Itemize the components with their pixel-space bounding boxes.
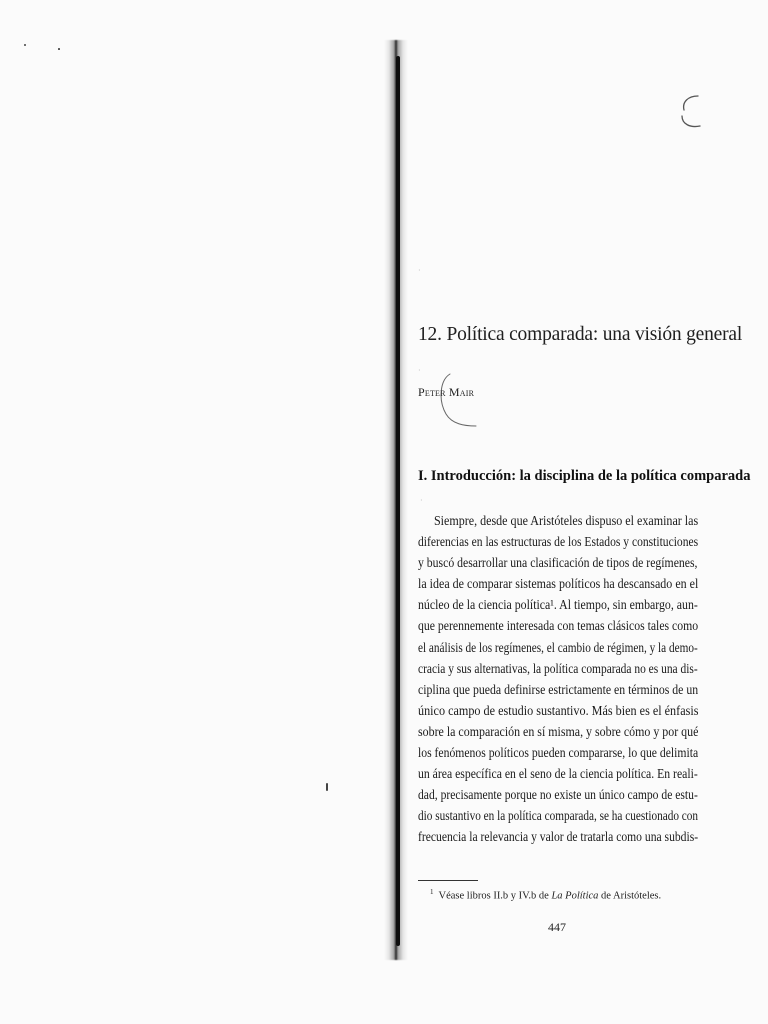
footnote xyxy=(430,888,661,902)
pen-mark-icon xyxy=(676,92,704,132)
paragraph-line: diferencias en las estructuras de los Estados y constituciones xyxy=(418,534,699,550)
paragraph-line: un área específica en el seno de la ciencia política. En reali- xyxy=(418,766,698,782)
paragraph-line: frecuencia la relevancia y valor de tratarla como una subdis- xyxy=(418,829,699,845)
chapter-author: Peter Mair xyxy=(418,385,475,399)
paragraph-line: dad, precisamente porque no existe un único campo de estu- xyxy=(418,787,698,803)
paragraph-line: único campo de estudio sustantivo. Más bien es el énfasis xyxy=(418,702,699,718)
paragraph-line: los fenómenos políticos pueden compararse, lo que delimita xyxy=(418,745,699,761)
paragraph-line: cracia y sus alternativas, la política comparada no es una dis- xyxy=(418,660,698,676)
paragraph-line: núcleo de la ciencia política¹. Al tiempo, sin embargo, aun- xyxy=(418,597,698,613)
paragraph-line: el análisis de los regímenes, el cambio de régimen, y la demo- xyxy=(418,639,698,655)
bleed-through-mark: · xyxy=(418,366,421,375)
footnote-text: Véase libros II.b y IV.b de La Política de Aristóteles. xyxy=(438,890,662,902)
bleed-through-mark: · xyxy=(418,266,421,275)
page-number: 447 xyxy=(548,920,566,934)
paragraph-line: y buscó desarrollar una clasificación de tipos de regímenes, xyxy=(418,555,698,571)
scan-speck xyxy=(58,48,60,50)
cited-book-title: La Política xyxy=(551,890,599,902)
paragraph-line: que perennemente interesada con temas clásicos tales como xyxy=(418,618,699,634)
scan-speck xyxy=(326,783,328,791)
bleed-through-mark: · xyxy=(420,496,423,505)
paragraph-line: dio sustantivo en la política comparada, se ha cuestionado con xyxy=(418,808,699,824)
section-heading: I. Introducción: la disciplina de la política comparada xyxy=(418,468,751,484)
scan-speck xyxy=(24,44,26,46)
pen-bracket-icon xyxy=(432,370,482,430)
chapter-title: 12. Política comparada: una visión general xyxy=(418,324,743,345)
footnote-divider xyxy=(418,880,478,881)
paragraph-line: Siempre, desde que Aristóteles dispuso el examinar las xyxy=(433,513,699,528)
binding-line xyxy=(396,56,400,946)
paragraph-line: ciplina que pueda definirse estrictamente en términos de un xyxy=(418,681,699,697)
footnote-marker: 1 xyxy=(430,888,434,896)
paragraph-line: sobre la comparación en sí misma, y sobre cómo y por qué xyxy=(418,723,699,739)
paragraph-line: la idea de comparar sistemas políticos ha descansado en el xyxy=(418,576,699,592)
body-paragraph xyxy=(418,510,698,848)
